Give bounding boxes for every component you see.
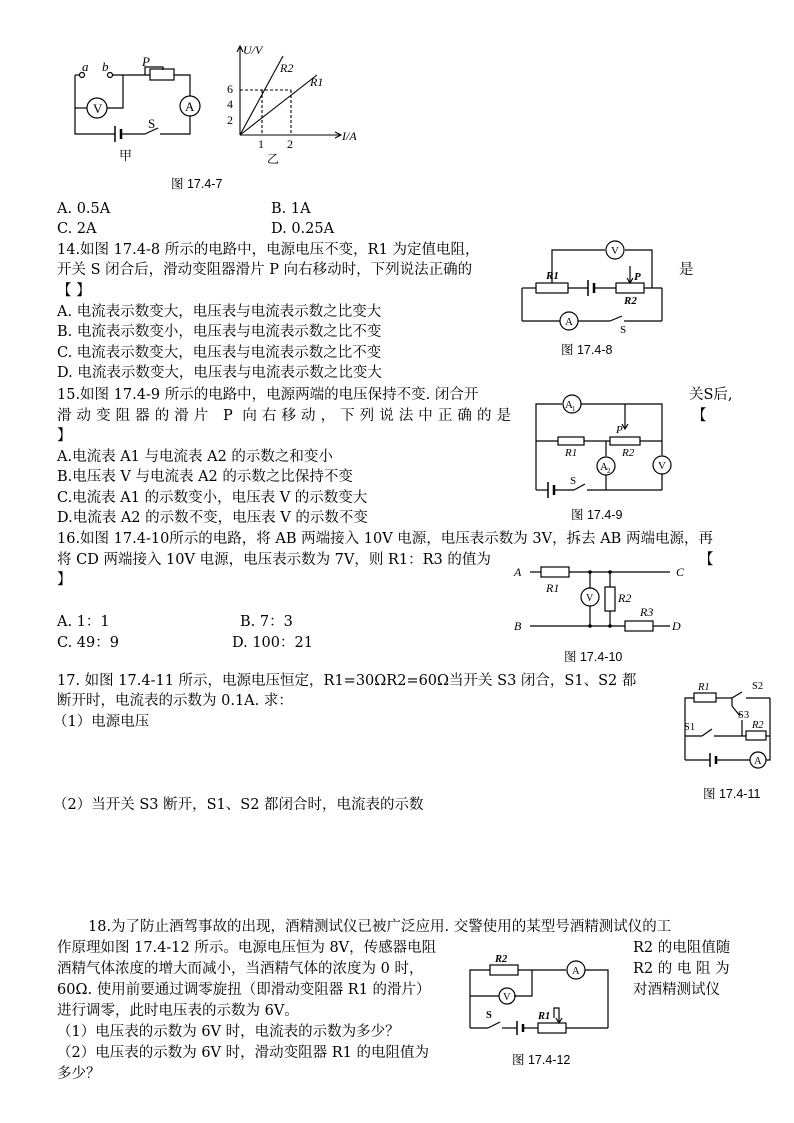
fig8-ammeter-label: A (565, 316, 573, 328)
caption-17-4-9: 图 17.4-9 (571, 508, 623, 522)
fig12-s-label: S (486, 1010, 492, 1021)
fig8-r1-label: R1 (546, 270, 559, 282)
fig11-ammeter-label: A (754, 756, 762, 767)
line-r1 (240, 75, 317, 135)
q15-bracket-close: 】 (57, 428, 72, 444)
q13-option-d: D. 0.25A (271, 221, 335, 237)
q15-line1-tail: 关S后, (689, 387, 733, 403)
ytick-6: 6 (227, 82, 233, 96)
q18-sub2: （2）电压表的示数为 6V 时，滑动变阻器 R1 的电阻值为 (57, 1045, 429, 1061)
caption-17-4-12: 图 17.4-12 (512, 1053, 571, 1067)
graph-xlabel: I/A (342, 129, 357, 143)
q18-line3-tail: R2 的 电 阻 为 (633, 961, 730, 977)
fig11-s2-label: S2 (752, 681, 764, 692)
fig11-r1-label: R1 (698, 682, 710, 693)
q16-line2-tail: 【 (699, 552, 714, 568)
q14-option-d: D. 电流表示数变大，电压表与电流表示数之比变大 (57, 365, 382, 381)
fig10-r2-label: R2 (618, 591, 632, 605)
q16-option-a: A. 1：1 (57, 614, 110, 630)
voltmeter-label: V (93, 101, 103, 116)
q18-line4: 60Ω. 使用前要通过调零旋扭（即滑动变阻器 R1 的滑片） (57, 982, 431, 998)
q14-line2-tail: 是 (679, 262, 694, 278)
q18-line4-tail: 对酒精测试仪 (633, 982, 720, 998)
fig9-a2-sub: 2 (607, 467, 611, 475)
figure-17-4-10 (510, 560, 690, 640)
caption-17-4-10: 图 17.4-10 (564, 650, 623, 664)
q18-sub2-cont: 多少？ (57, 1066, 101, 1082)
fig12-ammeter-label: A (572, 966, 580, 977)
xtick-2: 2 (287, 137, 293, 151)
q16-option-c: C. 49：9 (57, 635, 119, 651)
q16-option-d: D. 100：21 (232, 635, 313, 651)
fig12-r2-label: R2 (495, 954, 508, 965)
fig12-r1-label: R1 (538, 1011, 551, 1022)
terminal-a-label: a (82, 59, 89, 74)
q15-option-d: D.电流表 A2 的示数不变，电压表 V 的示数不变 (57, 510, 368, 526)
graph-r1-label: R1 (310, 75, 324, 89)
q14-line1: 14.如图 17.4-8 所示的电路中，电源电压不变，R1 为定值电阻， (57, 242, 480, 258)
figure-17-4-11 (672, 676, 782, 776)
fig11-s1-label: S1 (684, 722, 696, 733)
fig11-s3-label: S3 (738, 710, 750, 721)
figure-17-4-8 (520, 236, 665, 336)
graph-label-yi: 乙 (267, 152, 280, 166)
caption-17-4-8: 图 17.4-8 (561, 343, 613, 357)
switch-label: S (148, 116, 156, 131)
fig8-s-label: S (620, 324, 627, 336)
q14-line2: 开关 S 闭合后，滑动变阻器滑片 P 向右移动时，下列说法正确的 (57, 262, 473, 278)
q14-option-c: C. 电流表示数变大，电压表与电流表示数之比不变 (57, 345, 382, 361)
fig8-p-label: P (634, 271, 641, 283)
fig9-r1-label: R1 (565, 447, 578, 459)
q18-line2-tail: R2 的电阻值随 (633, 940, 731, 956)
q17-line2: 断开时，电流表的示数为 0.1A. 求： (57, 693, 293, 709)
fig9-s-label: S (570, 475, 577, 487)
q13-option-c: C. 2A (57, 221, 97, 237)
q14-bracket: 【 】 (57, 283, 91, 299)
fig9-voltmeter-label: V (658, 460, 666, 472)
fig9-a1-label: A (565, 399, 573, 411)
fig9-a1-sub: 1 (572, 405, 576, 413)
ammeter-label: A (185, 99, 195, 114)
xtick-1: 1 (258, 137, 264, 151)
fig12-voltmeter-label: V (503, 992, 511, 1003)
fig8-voltmeter-label: V (611, 245, 619, 257)
q17-sub1: （1）电源电压 (53, 714, 150, 730)
figure-17-4-7 (55, 42, 365, 167)
q14-option-a: A. 电流表示数变大，电压表与电流表示数之比变大 (57, 304, 382, 320)
fig9-r2-label: R2 (622, 447, 635, 459)
q18-line5: 进行调零，此时电压表的示数为 6V。 (57, 1003, 299, 1019)
fig11-r2-label: R2 (752, 720, 764, 731)
fig10-terminal-b: B (514, 619, 522, 633)
fig9-p-label: P (616, 424, 623, 436)
fig8-r2-label: R2 (624, 295, 637, 307)
q13-option-a: A. 0.5A (57, 201, 111, 217)
caption-17-4-7: 图 17.4-7 (171, 177, 223, 191)
q14-option-b: B. 电流表示数变小，电压表与电流表示数之比不变 (57, 324, 382, 340)
q15-line1: 15.如图 17.4-9 所示的电路中，电源两端的电压保持不变. 闭合开 (57, 387, 479, 403)
slider-p-label: P (142, 54, 150, 69)
q13-option-b: B. 1A (271, 201, 311, 217)
figure-17-4-12 (462, 948, 627, 1043)
fig10-voltmeter-label: V (586, 593, 594, 604)
fig10-terminal-c: C (676, 565, 685, 579)
circuit-jia-labels (82, 54, 195, 163)
q17-sub2: （2）当开关 S3 断开，S1、S2 都闭合时，电流表的示数 (53, 797, 424, 813)
caption-17-4-11: 图 17.4-11 (703, 787, 761, 801)
q15-option-c: C.电流表 A1 的示数变小，电压表 V 的示数变大 (57, 490, 368, 506)
circuit-label-jia: 甲 (119, 148, 133, 163)
q16-line1: 16.如图 17.4-10所示的电路，将 AB 两端接入 10V 电源，电压表示数为 3V，拆去 AB 两端电源，再 (57, 531, 713, 547)
terminal-b-label: b (102, 59, 109, 74)
q18-sub1: （1）电压表的示数为 6V 时，电流表的示数为多少？ (57, 1024, 400, 1040)
q18-line1: 18.为了防止酒驾事故的出现，酒精测试仪已被广泛应用. 交警使用的某型号酒精测试仪的工 (88, 919, 672, 935)
q15-option-a: A.电流表 A1 与电流表 A2 的示数之和变小 (57, 449, 333, 465)
q17-line1: 17. 如图 17.4-11 所示，电源电压恒定，R1=30ΩR2=60Ω当开关 S3 闭合，S1、S2 都 (57, 673, 637, 689)
q18-line2: 作原理如图 17.4-12 所示。电源电压恒为 8V，传感器电阻 (57, 940, 437, 956)
fig10-terminal-d: D (672, 619, 681, 633)
q15-line2-tail: 【 (692, 408, 707, 424)
q15-option-b: B.电压表 V 与电流表 A2 的示数之比保持不变 (57, 469, 353, 485)
graph-yi (227, 43, 357, 166)
q15-line2: 滑动变阻器的滑片 P 向右移动，下列说法中正确的是 (57, 408, 511, 424)
q18-line3: 酒精气体浓度的增大而减小，当酒精气体的浓度为 0 时， (57, 961, 424, 977)
graph-ylabel: U/V (243, 43, 263, 57)
q16-bracket-close: 】 (57, 572, 72, 588)
fig10-terminal-a: A (514, 565, 522, 579)
fig10-r3-label: R3 (640, 605, 654, 619)
ytick-4: 4 (227, 97, 233, 111)
graph-r2-label: R2 (280, 61, 294, 75)
q16-line2: 将 CD 两端接入 10V 电源，电压表示数为 7V，则 R1：R3 的值为 (57, 552, 491, 568)
q16-option-b: B. 7：3 (240, 614, 293, 630)
fig9-a2-label: A (600, 461, 608, 473)
figure-17-4-9 (530, 393, 675, 501)
ytick-2: 2 (227, 113, 233, 127)
fig10-r1-label: R1 (546, 581, 560, 595)
